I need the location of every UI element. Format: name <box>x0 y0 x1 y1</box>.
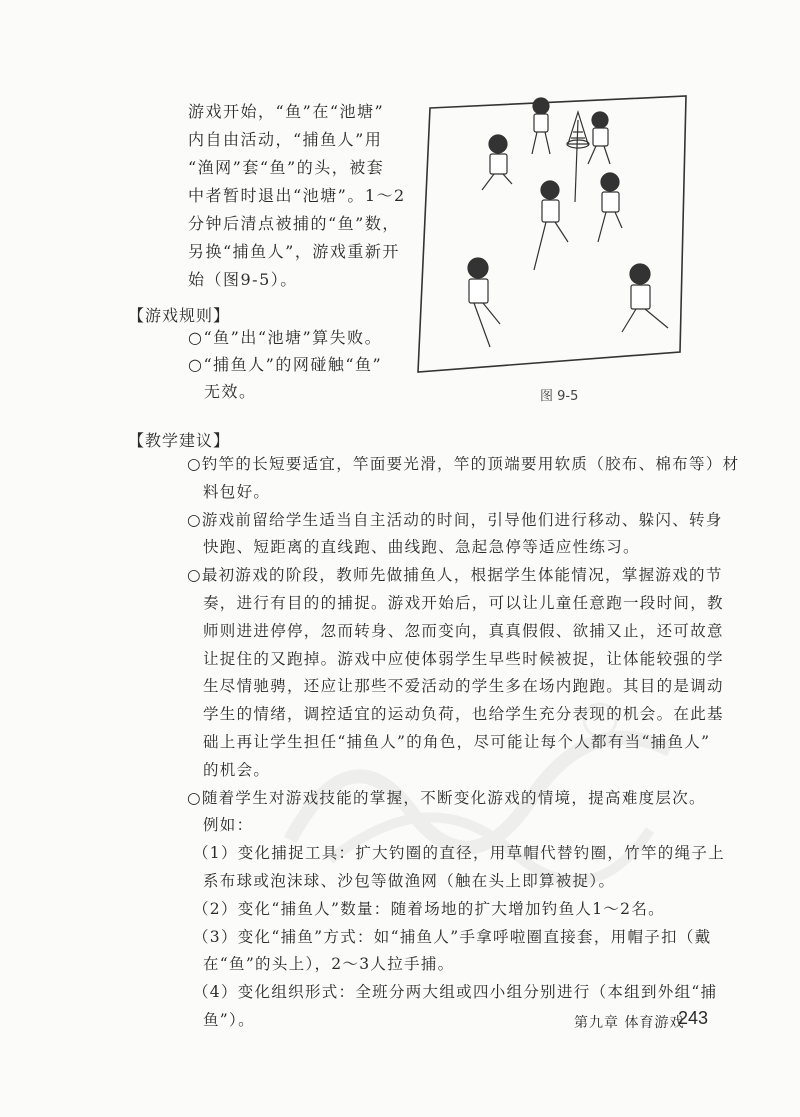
intro-line: 内自由活动，“捕鱼人”用 <box>188 130 383 149</box>
playground-illustration <box>410 92 692 382</box>
example-line: （1）变化捕捉工具：扩大钓圈的直径，用草帽代替钓圈，竹竿的绳子上 <box>193 844 725 863</box>
fishing-net-icon <box>567 112 589 202</box>
child-figure <box>588 112 610 164</box>
figure-9-5 <box>410 92 692 382</box>
paragraph-line: 料包好。 <box>203 482 271 501</box>
rule-item <box>188 324 382 405</box>
intro-line: 始（图9-5）。 <box>188 270 298 289</box>
example-line: （2）变化“捕鱼人”数量：随着场地的扩大增加钓鱼人1～2名。 <box>193 899 665 918</box>
rule-line: ○“鱼”出“池塘”算失败。 <box>188 328 383 347</box>
paragraph-line: 例如： <box>203 816 254 835</box>
child-figure <box>532 98 550 154</box>
footer-chapter: 第九章 体育游戏 <box>574 1015 685 1031</box>
paragraph-line: ○随着学生对游戏技能的掌握，不断变化游戏的情境，提高难度层次。 <box>187 788 706 807</box>
paragraph-line: ○最初游戏的阶段，教师先做捕鱼人，根据学生体能情况，掌握游戏的节 <box>187 566 723 585</box>
child-figure <box>598 173 622 242</box>
paragraph-line: 的机会。 <box>203 760 271 779</box>
paragraph-line: 师则进进停停，忽而转身、忽而变向，真真假假、欲捕又止，还可故意 <box>203 621 724 640</box>
child-figure <box>482 135 512 190</box>
intro-text <box>188 98 406 294</box>
teaching-heading: 【教学建议】 <box>128 431 231 450</box>
paragraph-line: 奏，进行有目的的捕捉。游戏开始后，可以让儿童任意跑一段时间，教 <box>203 593 724 612</box>
intro-line: 分钟后清点被捕的“鱼”数， <box>188 214 400 233</box>
paragraph-line: ○游戏前留给学生适当自主活动的时间，引导他们进行移动、躲闪、转身 <box>187 510 723 529</box>
example-line: （3）变化“捕鱼”方式：如“捕鱼人”手拿呼啦圈直接套，用帽子扣（戴 <box>193 927 712 946</box>
paragraph-line: 学生的情绪，调控适宜的运动负荷，也给学生充分表现的机会。在此基 <box>203 705 724 724</box>
example-line: 系布球或泡沫球、沙包等做渔网（触在头上即算被捉）。 <box>203 871 616 890</box>
paragraph-line: ○钓竿的长短要适宜，竿面要光滑，竿的顶端要用软质（胶布、棉布等）材 <box>187 455 740 473</box>
child-figure <box>468 258 500 347</box>
paragraph-line: 让捉住的又跑掉。游戏中应使体弱学生早些时候被捉，让体能较强的学 <box>203 649 724 668</box>
intro-line: “渔网”套“鱼”的头，被套 <box>188 158 385 177</box>
rules-heading: 【游戏规则】 <box>128 306 231 325</box>
pond-boundary <box>418 96 686 372</box>
teaching-body <box>187 451 739 1035</box>
example-line: 鱼”）。 <box>203 1010 255 1029</box>
intro-line: 游戏开始，“鱼”在“池塘” <box>188 102 385 121</box>
example-line: 在“鱼”的头上），2～3人拉手捕。 <box>203 955 455 974</box>
rule-line: ○“捕鱼人”的网碰触“鱼” <box>188 355 383 374</box>
paragraph-line: 础上再让学生担任“捕鱼人”的角色，尽可能让每个人都有当“捕鱼人” <box>203 732 711 751</box>
child-figure <box>534 181 568 270</box>
figure-caption: 图 9-5 <box>540 389 579 404</box>
paragraph-line: 生尽情驰骋，还应让那些不爱活动的学生多在场内跑跑。其目的是调动 <box>203 677 724 696</box>
page-number: 243 <box>678 1008 709 1028</box>
intro-line: 中者暂时退出“池塘”。1～2 <box>188 186 406 205</box>
intro-line: 另换“捕鱼人”，游戏重新开 <box>188 242 400 261</box>
rule-line: 无效。 <box>204 382 257 401</box>
child-figure <box>622 264 668 332</box>
example-line: （4）变化组织形式：全班分两大组或四小组分别进行（本组到外组“捕 <box>193 983 718 1002</box>
paragraph-line: 快跑、短距离的直线跑、曲线跑、急起急停等适应性练习。 <box>203 538 640 557</box>
